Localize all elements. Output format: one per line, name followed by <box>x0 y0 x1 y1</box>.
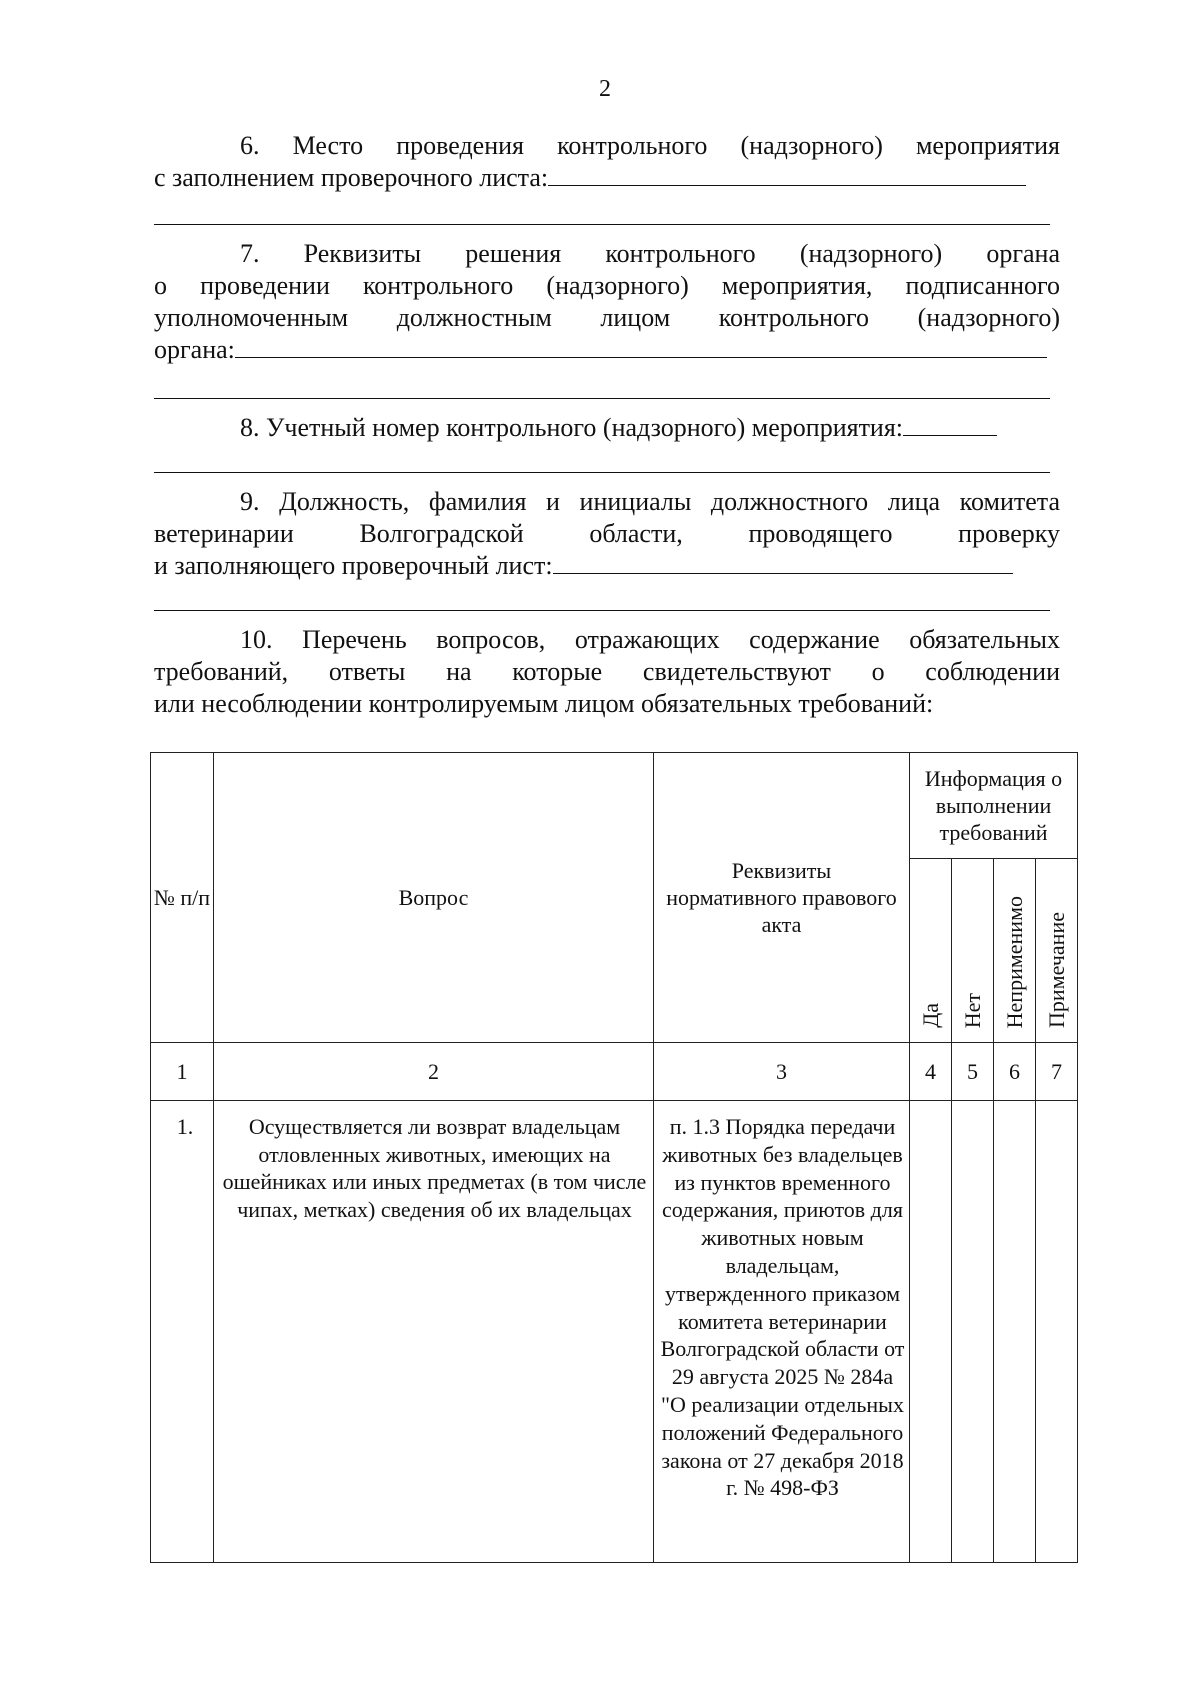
header-info-group: Информация о выполнении требований <box>910 753 1078 859</box>
column-number: 3 <box>654 1043 910 1101</box>
item-8 <box>154 412 1060 444</box>
item-6-line-1: 6. Место проведения контрольного (надзорного) мероприятия <box>240 131 1060 160</box>
checklist-table <box>150 752 1078 1563</box>
row-not-applicable-cell[interactable] <box>994 1101 1036 1563</box>
item-7-fill-line <box>235 335 1047 358</box>
item-10-line-1: 10. Перечень вопросов, отражающих содержание обязательных <box>240 625 1060 654</box>
header-no-cell <box>952 859 994 1043</box>
item-9-line-1: 9. Должность, фамилия и инициалы должностного лица комитета <box>240 487 1060 516</box>
item-10-line-2: требований, ответы на которые свидетельствуют о соблюдении <box>154 657 1060 686</box>
column-number: 2 <box>214 1043 654 1101</box>
header-note: Примечание <box>1044 912 1069 1028</box>
row-reference: п. 1.3 Порядка передачи животных без владельцев из пунктов временного содержания, приютов для животных новым владельцам, утвержденного приказом комитета ветеринарии Волгоградской области от 29 августа 2025 № 284а "О реализации отдельных положений Федерального закона от 27 декабря 2018 г. № 498-ФЗ <box>654 1101 910 1563</box>
column-number: 7 <box>1036 1043 1078 1101</box>
column-number: 5 <box>952 1043 994 1101</box>
item-6-label: с заполнением проверочного листа: <box>154 163 549 192</box>
item-7-line-4 <box>154 334 1060 366</box>
item-8-fill-line <box>903 413 997 436</box>
item-10-line-3: или несоблюдении контролируемым лицом обязательных требований: <box>154 689 934 718</box>
page-number: 2 <box>599 76 611 102</box>
item-8-label: 8. Учетный номер контрольного (надзорного) мероприятия: <box>240 413 904 442</box>
item-7-line-2: о проведении контрольного (надзорного) мероприятия, подписанного <box>154 271 1060 300</box>
item-9-label: и заполняющего проверочный лист: <box>154 551 553 580</box>
row-num: 1. <box>151 1101 214 1563</box>
item-8-line-1 <box>154 412 1060 444</box>
item-7-line-3: уполномоченным должностным лицом контрольного (надзорного) <box>154 303 1060 332</box>
table-row <box>151 1101 1078 1563</box>
item-6-blank-line <box>154 224 1050 225</box>
item-7-blank-line <box>154 398 1050 399</box>
item-9-blank-line <box>154 610 1050 611</box>
table-header-row-1 <box>151 753 1078 859</box>
header-reference: Реквизиты нормативного правового акта <box>654 753 910 1043</box>
column-number-row <box>151 1043 1078 1101</box>
item-9 <box>154 486 1060 582</box>
item-6-line-2 <box>154 162 1060 194</box>
header-note-cell <box>1036 859 1078 1043</box>
item-10 <box>154 624 1060 720</box>
header-yes-cell <box>910 859 952 1043</box>
header-no: Нет <box>960 992 985 1028</box>
header-question: Вопрос <box>214 753 654 1043</box>
item-6 <box>154 130 1060 194</box>
row-note-cell[interactable] <box>1036 1101 1078 1563</box>
column-number: 4 <box>910 1043 952 1101</box>
header-not-applicable-cell <box>994 859 1036 1043</box>
item-7 <box>154 238 1060 366</box>
column-number: 1 <box>151 1043 214 1101</box>
item-9-line-3 <box>154 550 1060 582</box>
header-yes: Да <box>918 1003 943 1028</box>
item-9-line-2: ветеринарии Волгоградской области, проводящего проверку <box>154 519 1060 548</box>
row-yes-cell[interactable] <box>910 1101 952 1563</box>
header-not-applicable: Неприменимо <box>1002 895 1027 1028</box>
item-6-fill-line <box>548 163 1026 186</box>
column-number: 6 <box>994 1043 1036 1101</box>
item-8-blank-line <box>154 472 1050 473</box>
header-num: № п/п <box>151 753 214 1043</box>
row-no-cell[interactable] <box>952 1101 994 1563</box>
item-9-fill-line <box>553 551 1013 574</box>
item-7-line-1: 7. Реквизиты решения контрольного (надзорного) органа <box>240 239 1060 268</box>
item-7-label: органа: <box>154 335 235 364</box>
row-question: Осуществляется ли возврат владельцам отловленных животных, имеющих на ошейниках или иных предметах (в том числе чипах, метках) сведения об их владельцах <box>214 1101 654 1563</box>
